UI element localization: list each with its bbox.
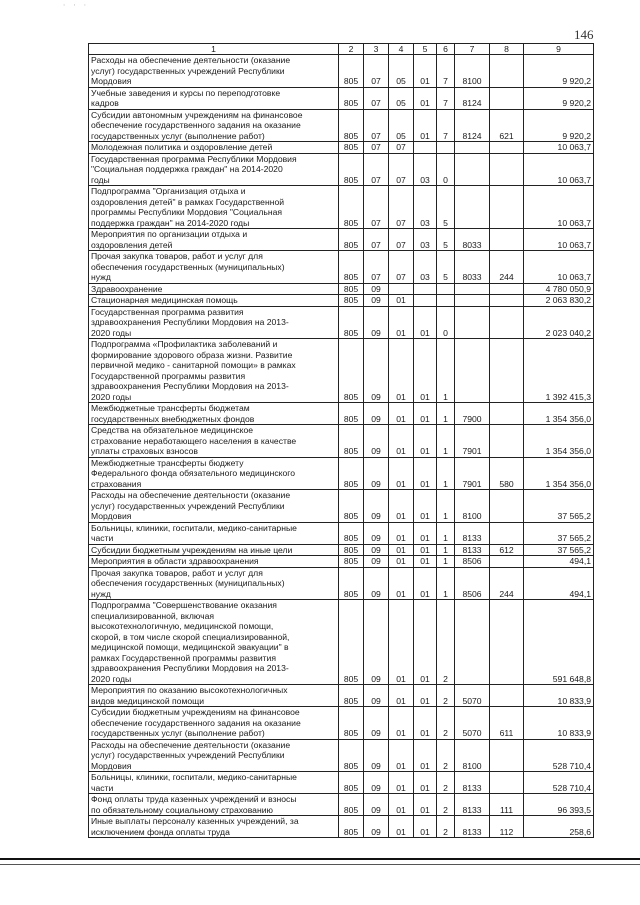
target-item-code-cell: 8133 bbox=[455, 772, 490, 794]
ministry-code-cell: 805 bbox=[339, 556, 364, 568]
subsection-code-cell: 07 bbox=[389, 229, 414, 251]
program-code-cell: 01 bbox=[414, 522, 437, 544]
section-code-cell: 07 bbox=[364, 251, 389, 284]
subprogram-code-cell: 1 bbox=[437, 567, 455, 600]
table-header-row bbox=[89, 44, 594, 55]
amount-cell: 1 354 356,0 bbox=[524, 425, 594, 458]
target-item-code-cell: 7900 bbox=[455, 403, 490, 425]
program-code-cell: 01 bbox=[414, 600, 437, 685]
table-row bbox=[89, 490, 594, 523]
table-row bbox=[89, 339, 594, 403]
section-code-cell: 07 bbox=[364, 142, 389, 154]
target-item-code-cell: 5070 bbox=[455, 685, 490, 707]
amount-cell: 10 063,7 bbox=[524, 229, 594, 251]
subprogram-code-cell: 7 bbox=[437, 87, 455, 109]
item-name-cell: Подпрограмма «Профилактика заболеваний и формирование здорового образа жизни. Развитие первичной медико - санитарной помощи» в рамках Государственной программы развития здравоохранения Республики Мордовия на 2013- 2020 годы bbox=[89, 339, 339, 403]
expense-type-code-cell bbox=[490, 295, 524, 307]
table-row bbox=[89, 109, 594, 142]
subsection-code-cell: 01 bbox=[389, 739, 414, 772]
subsection-code-cell: 01 bbox=[389, 772, 414, 794]
subprogram-code-cell: 2 bbox=[437, 816, 455, 838]
amount-cell: 2 023 040,2 bbox=[524, 306, 594, 339]
subprogram-code-cell: 1 bbox=[437, 490, 455, 523]
table-row bbox=[89, 153, 594, 186]
subsection-code-cell: 01 bbox=[389, 295, 414, 307]
section-code-cell: 09 bbox=[364, 295, 389, 307]
target-item-code-cell: 5070 bbox=[455, 707, 490, 740]
amount-cell: 494,1 bbox=[524, 567, 594, 600]
amount-cell: 10 063,7 bbox=[524, 251, 594, 284]
program-code-cell bbox=[414, 295, 437, 307]
target-item-code-cell: 8100 bbox=[455, 739, 490, 772]
amount-cell: 37 565,2 bbox=[524, 490, 594, 523]
program-code-cell: 01 bbox=[414, 109, 437, 142]
expense-type-code-cell bbox=[490, 685, 524, 707]
subsection-code-cell: 07 bbox=[389, 251, 414, 284]
section-code-cell: 07 bbox=[364, 55, 389, 88]
amount-cell: 9 920,2 bbox=[524, 109, 594, 142]
program-code-cell: 03 bbox=[414, 186, 437, 229]
program-code-cell: 01 bbox=[414, 556, 437, 568]
ministry-code-cell: 805 bbox=[339, 772, 364, 794]
expense-type-code-cell: 621 bbox=[490, 109, 524, 142]
table-row bbox=[89, 251, 594, 284]
item-name-cell: Фонд оплаты труда казенных учреждений и взносы по обязательному социальному страхованию bbox=[89, 794, 339, 816]
scan-mark: · · · bbox=[62, 2, 89, 10]
program-code-cell bbox=[414, 142, 437, 154]
expense-type-code-cell: 112 bbox=[490, 816, 524, 838]
subprogram-code-cell bbox=[437, 142, 455, 154]
table-row bbox=[89, 295, 594, 307]
amount-cell: 2 063 830,2 bbox=[524, 295, 594, 307]
ministry-code-cell: 805 bbox=[339, 403, 364, 425]
table-row bbox=[89, 425, 594, 458]
subprogram-code-cell: 7 bbox=[437, 55, 455, 88]
section-code-cell: 09 bbox=[364, 339, 389, 403]
section-code-cell: 09 bbox=[364, 556, 389, 568]
subprogram-code-cell: 5 bbox=[437, 186, 455, 229]
table-row bbox=[89, 794, 594, 816]
subprogram-code-cell: 1 bbox=[437, 556, 455, 568]
program-code-cell bbox=[414, 283, 437, 295]
subprogram-code-cell: 1 bbox=[437, 339, 455, 403]
ministry-code-cell: 805 bbox=[339, 295, 364, 307]
table-row bbox=[89, 522, 594, 544]
table-row bbox=[89, 457, 594, 490]
target-item-code-cell: 8124 bbox=[455, 87, 490, 109]
section-code-cell: 07 bbox=[364, 153, 389, 186]
section-code-cell: 07 bbox=[364, 87, 389, 109]
table-row bbox=[89, 772, 594, 794]
item-name-cell: Учебные заведения и курсы по переподготовке кадров bbox=[89, 87, 339, 109]
subsection-code-cell: 07 bbox=[389, 142, 414, 154]
amount-cell: 494,1 bbox=[524, 556, 594, 568]
item-name-cell: Субсидии бюджетным учреждениям на финансовое обеспечение государственного задания на оказание государственных услуг (выполнение работ) bbox=[89, 707, 339, 740]
program-code-cell: 01 bbox=[414, 490, 437, 523]
subsection-code-cell: 01 bbox=[389, 425, 414, 458]
subsection-code-cell: 05 bbox=[389, 109, 414, 142]
ministry-code-cell: 805 bbox=[339, 707, 364, 740]
target-item-code-cell: 8124 bbox=[455, 109, 490, 142]
expense-type-code-cell: 244 bbox=[490, 567, 524, 600]
program-code-cell: 01 bbox=[414, 425, 437, 458]
table-row bbox=[89, 739, 594, 772]
program-code-cell: 01 bbox=[414, 403, 437, 425]
budget-table bbox=[88, 43, 594, 838]
item-name-cell: Межбюджетные трансферты бюджетам государственных внебюджетных фондов bbox=[89, 403, 339, 425]
ministry-code-cell: 805 bbox=[339, 544, 364, 556]
program-code-cell: 03 bbox=[414, 229, 437, 251]
page-bottom-rule bbox=[0, 858, 640, 860]
table-row bbox=[89, 306, 594, 339]
header-cell: 4 bbox=[389, 44, 414, 55]
section-code-cell: 09 bbox=[364, 600, 389, 685]
subprogram-code-cell: 5 bbox=[437, 251, 455, 284]
subsection-code-cell: 01 bbox=[389, 600, 414, 685]
subprogram-code-cell: 1 bbox=[437, 403, 455, 425]
item-name-cell: Мероприятия в области здравоохранения bbox=[89, 556, 339, 568]
header-cell: 3 bbox=[364, 44, 389, 55]
subprogram-code-cell bbox=[437, 283, 455, 295]
item-name-cell: Расходы на обеспечение деятельности (оказание услуг) государственных учреждений Республики Мордовия bbox=[89, 55, 339, 88]
subsection-code-cell: 01 bbox=[389, 339, 414, 403]
expense-type-code-cell bbox=[490, 490, 524, 523]
expense-type-code-cell bbox=[490, 87, 524, 109]
section-code-cell: 09 bbox=[364, 544, 389, 556]
section-code-cell: 07 bbox=[364, 186, 389, 229]
section-code-cell: 09 bbox=[364, 685, 389, 707]
subsection-code-cell: 01 bbox=[389, 522, 414, 544]
ministry-code-cell: 805 bbox=[339, 251, 364, 284]
page-bottom-rule bbox=[0, 864, 640, 865]
subprogram-code-cell: 2 bbox=[437, 772, 455, 794]
ministry-code-cell: 805 bbox=[339, 339, 364, 403]
table-row bbox=[89, 229, 594, 251]
ministry-code-cell: 805 bbox=[339, 109, 364, 142]
item-name-cell: Средства на обязательное медицинское страхование неработающего населения в качестве уплаты страховых взносов bbox=[89, 425, 339, 458]
subsection-code-cell: 01 bbox=[389, 457, 414, 490]
ministry-code-cell: 805 bbox=[339, 55, 364, 88]
amount-cell: 528 710,4 bbox=[524, 739, 594, 772]
section-code-cell: 07 bbox=[364, 229, 389, 251]
header-cell: 5 bbox=[414, 44, 437, 55]
expense-type-code-cell bbox=[490, 403, 524, 425]
amount-cell: 1 354 356,0 bbox=[524, 403, 594, 425]
program-code-cell: 01 bbox=[414, 55, 437, 88]
target-item-code-cell bbox=[455, 283, 490, 295]
amount-cell: 10 063,7 bbox=[524, 153, 594, 186]
header-cell: 9 bbox=[524, 44, 594, 55]
item-name-cell: Субсидии бюджетным учреждениям на иные цели bbox=[89, 544, 339, 556]
subprogram-code-cell: 7 bbox=[437, 109, 455, 142]
section-code-cell: 07 bbox=[364, 109, 389, 142]
subsection-code-cell bbox=[389, 283, 414, 295]
ministry-code-cell: 805 bbox=[339, 685, 364, 707]
section-code-cell: 09 bbox=[364, 567, 389, 600]
target-item-code-cell: 8506 bbox=[455, 567, 490, 600]
amount-cell: 10 833,9 bbox=[524, 685, 594, 707]
subprogram-code-cell: 0 bbox=[437, 153, 455, 186]
target-item-code-cell: 8133 bbox=[455, 794, 490, 816]
subsection-code-cell: 01 bbox=[389, 685, 414, 707]
table-row bbox=[89, 283, 594, 295]
section-code-cell: 09 bbox=[364, 306, 389, 339]
ministry-code-cell: 805 bbox=[339, 425, 364, 458]
table-row bbox=[89, 567, 594, 600]
subsection-code-cell: 01 bbox=[389, 544, 414, 556]
expense-type-code-cell bbox=[490, 556, 524, 568]
target-item-code-cell: 8133 bbox=[455, 522, 490, 544]
target-item-code-cell: 8506 bbox=[455, 556, 490, 568]
amount-cell: 1 354 356,0 bbox=[524, 457, 594, 490]
header-cell: 6 bbox=[437, 44, 455, 55]
item-name-cell: Подпрограмма "Совершенствование оказания специализированной, включая высокотехнологичную, медицинской помощи, скорой, в том числе скорой специализированной, медицинской помощи, медицинской эвакуации" в рамках Государственной программы развития здравоохранения Республики Мордовия на 2013- 2020 годы bbox=[89, 600, 339, 685]
item-name-cell: Стационарная медицинская помощь bbox=[89, 295, 339, 307]
section-code-cell: 09 bbox=[364, 739, 389, 772]
target-item-code-cell: 8033 bbox=[455, 229, 490, 251]
item-name-cell: Прочая закупка товаров, работ и услуг для обеспечения государственных (муниципальных) нужд bbox=[89, 251, 339, 284]
table-row bbox=[89, 87, 594, 109]
section-code-cell: 09 bbox=[364, 283, 389, 295]
item-name-cell: Больницы, клиники, госпитали, медико-санитарные части bbox=[89, 772, 339, 794]
expense-type-code-cell bbox=[490, 229, 524, 251]
subprogram-code-cell: 2 bbox=[437, 600, 455, 685]
item-name-cell: Расходы на обеспечение деятельности (оказание услуг) государственных учреждений Республики Мордовия bbox=[89, 490, 339, 523]
item-name-cell: Расходы на обеспечение деятельности (оказание услуг) государственных учреждений Республики Мордовия bbox=[89, 739, 339, 772]
subprogram-code-cell: 2 bbox=[437, 794, 455, 816]
target-item-code-cell: 7901 bbox=[455, 425, 490, 458]
table-row bbox=[89, 544, 594, 556]
program-code-cell: 01 bbox=[414, 544, 437, 556]
program-code-cell: 01 bbox=[414, 87, 437, 109]
item-name-cell: Иные выплаты персоналу казенных учреждений, за исключением фонда оплаты труда bbox=[89, 816, 339, 838]
item-name-cell: Прочая закупка товаров, работ и услуг для обеспечения государственных (муниципальных) нужд bbox=[89, 567, 339, 600]
ministry-code-cell: 805 bbox=[339, 522, 364, 544]
section-code-cell: 09 bbox=[364, 816, 389, 838]
section-code-cell: 09 bbox=[364, 794, 389, 816]
amount-cell: 10 063,7 bbox=[524, 142, 594, 154]
subprogram-code-cell: 1 bbox=[437, 425, 455, 458]
item-name-cell: Молодежная политика и оздоровление детей bbox=[89, 142, 339, 154]
item-name-cell: Больницы, клиники, госпитали, медико-санитарные части bbox=[89, 522, 339, 544]
ministry-code-cell: 805 bbox=[339, 600, 364, 685]
expense-type-code-cell: 612 bbox=[490, 544, 524, 556]
ministry-code-cell: 805 bbox=[339, 794, 364, 816]
subprogram-code-cell: 1 bbox=[437, 457, 455, 490]
ministry-code-cell: 805 bbox=[339, 739, 364, 772]
section-code-cell: 09 bbox=[364, 403, 389, 425]
subsection-code-cell: 01 bbox=[389, 403, 414, 425]
header-cell: 7 bbox=[455, 44, 490, 55]
section-code-cell: 09 bbox=[364, 457, 389, 490]
expense-type-code-cell bbox=[490, 772, 524, 794]
subsection-code-cell: 05 bbox=[389, 55, 414, 88]
amount-cell: 37 565,2 bbox=[524, 544, 594, 556]
item-name-cell: Мероприятия по оказанию высокотехнологичных видов медицинской помощи bbox=[89, 685, 339, 707]
table-row bbox=[89, 142, 594, 154]
expense-type-code-cell: 611 bbox=[490, 707, 524, 740]
target-item-code-cell bbox=[455, 153, 490, 186]
target-item-code-cell: 8033 bbox=[455, 251, 490, 284]
page-number: 146 bbox=[574, 27, 594, 42]
program-code-cell: 01 bbox=[414, 772, 437, 794]
program-code-cell: 01 bbox=[414, 794, 437, 816]
expense-type-code-cell bbox=[490, 186, 524, 229]
table-row bbox=[89, 600, 594, 685]
target-item-code-cell bbox=[455, 306, 490, 339]
item-name-cell: Государственная программа развития здравоохранения Республики Мордовия на 2013- 2020 годы bbox=[89, 306, 339, 339]
expense-type-code-cell: 111 bbox=[490, 794, 524, 816]
subprogram-code-cell bbox=[437, 295, 455, 307]
target-item-code-cell: 8133 bbox=[455, 816, 490, 838]
table-row bbox=[89, 55, 594, 88]
ministry-code-cell: 805 bbox=[339, 229, 364, 251]
table-row bbox=[89, 816, 594, 838]
program-code-cell: 01 bbox=[414, 739, 437, 772]
subprogram-code-cell: 2 bbox=[437, 739, 455, 772]
program-code-cell: 01 bbox=[414, 685, 437, 707]
program-code-cell: 03 bbox=[414, 153, 437, 186]
section-code-cell: 09 bbox=[364, 772, 389, 794]
ministry-code-cell: 805 bbox=[339, 816, 364, 838]
subprogram-code-cell: 0 bbox=[437, 306, 455, 339]
expense-type-code-cell bbox=[490, 142, 524, 154]
subsection-code-cell: 01 bbox=[389, 794, 414, 816]
expense-type-code-cell bbox=[490, 153, 524, 186]
ministry-code-cell: 805 bbox=[339, 186, 364, 229]
table-row bbox=[89, 707, 594, 740]
expense-type-code-cell: 244 bbox=[490, 251, 524, 284]
target-item-code-cell: 8100 bbox=[455, 55, 490, 88]
ministry-code-cell: 805 bbox=[339, 490, 364, 523]
subprogram-code-cell: 2 bbox=[437, 685, 455, 707]
table-row bbox=[89, 685, 594, 707]
table-row bbox=[89, 403, 594, 425]
amount-cell: 9 920,2 bbox=[524, 87, 594, 109]
subsection-code-cell: 01 bbox=[389, 567, 414, 600]
ministry-code-cell: 805 bbox=[339, 142, 364, 154]
amount-cell: 1 392 415,3 bbox=[524, 339, 594, 403]
item-name-cell: Межбюджетные трансферты бюджету Федерального фонда обязательного медицинского страхования bbox=[89, 457, 339, 490]
program-code-cell: 01 bbox=[414, 707, 437, 740]
amount-cell: 10 833,9 bbox=[524, 707, 594, 740]
amount-cell: 96 393,5 bbox=[524, 794, 594, 816]
header-cell: 1 bbox=[89, 44, 339, 55]
expense-type-code-cell bbox=[490, 339, 524, 403]
item-name-cell: Субсидии автономным учреждениям на финансовое обеспечение государственного задания на оказание государственных услуг (выполнение работ) bbox=[89, 109, 339, 142]
subsection-code-cell: 01 bbox=[389, 306, 414, 339]
target-item-code-cell: 8133 bbox=[455, 544, 490, 556]
item-name-cell: Подпрограмма "Организация отдыха и оздоровления детей" в рамках Государственной программы Республики Мордовия "Социальная поддержка граждан" на 2014-2020 годы bbox=[89, 186, 339, 229]
target-item-code-cell bbox=[455, 600, 490, 685]
target-item-code-cell bbox=[455, 186, 490, 229]
subsection-code-cell: 01 bbox=[389, 556, 414, 568]
ministry-code-cell: 805 bbox=[339, 457, 364, 490]
amount-cell: 4 780 050,9 bbox=[524, 283, 594, 295]
item-name-cell: Государственная программа Республики Мордовия "Социальная поддержка граждан" на 2014-2020 годы bbox=[89, 153, 339, 186]
subprogram-code-cell: 1 bbox=[437, 544, 455, 556]
amount-cell: 258,6 bbox=[524, 816, 594, 838]
expense-type-code-cell: 580 bbox=[490, 457, 524, 490]
header-cell: 2 bbox=[339, 44, 364, 55]
ministry-code-cell: 805 bbox=[339, 153, 364, 186]
expense-type-code-cell bbox=[490, 283, 524, 295]
target-item-code-cell bbox=[455, 295, 490, 307]
section-code-cell: 09 bbox=[364, 522, 389, 544]
header-cell: 8 bbox=[490, 44, 524, 55]
expense-type-code-cell bbox=[490, 425, 524, 458]
section-code-cell: 09 bbox=[364, 707, 389, 740]
target-item-code-cell bbox=[455, 142, 490, 154]
ministry-code-cell: 805 bbox=[339, 87, 364, 109]
expense-type-code-cell bbox=[490, 306, 524, 339]
program-code-cell: 01 bbox=[414, 457, 437, 490]
amount-cell: 528 710,4 bbox=[524, 772, 594, 794]
subsection-code-cell: 07 bbox=[389, 186, 414, 229]
item-name-cell: Здравоохранение bbox=[89, 283, 339, 295]
program-code-cell: 03 bbox=[414, 251, 437, 284]
subprogram-code-cell: 5 bbox=[437, 229, 455, 251]
subsection-code-cell: 01 bbox=[389, 707, 414, 740]
ministry-code-cell: 805 bbox=[339, 306, 364, 339]
section-code-cell: 09 bbox=[364, 425, 389, 458]
ministry-code-cell: 805 bbox=[339, 567, 364, 600]
subsection-code-cell: 01 bbox=[389, 816, 414, 838]
table-row bbox=[89, 186, 594, 229]
target-item-code-cell bbox=[455, 339, 490, 403]
subsection-code-cell: 01 bbox=[389, 490, 414, 523]
subsection-code-cell: 05 bbox=[389, 87, 414, 109]
amount-cell: 9 920,2 bbox=[524, 55, 594, 88]
item-name-cell: Мероприятия по организации отдыха и оздоровления детей bbox=[89, 229, 339, 251]
expense-type-code-cell bbox=[490, 55, 524, 88]
expense-type-code-cell bbox=[490, 522, 524, 544]
target-item-code-cell: 7901 bbox=[455, 457, 490, 490]
section-code-cell: 09 bbox=[364, 490, 389, 523]
program-code-cell: 01 bbox=[414, 816, 437, 838]
table-row bbox=[89, 556, 594, 568]
ministry-code-cell: 805 bbox=[339, 283, 364, 295]
subsection-code-cell: 07 bbox=[389, 153, 414, 186]
expense-type-code-cell bbox=[490, 739, 524, 772]
subprogram-code-cell: 2 bbox=[437, 707, 455, 740]
amount-cell: 37 565,2 bbox=[524, 522, 594, 544]
program-code-cell: 01 bbox=[414, 567, 437, 600]
expense-type-code-cell bbox=[490, 600, 524, 685]
amount-cell: 591 648,8 bbox=[524, 600, 594, 685]
amount-cell: 10 063,7 bbox=[524, 186, 594, 229]
program-code-cell: 01 bbox=[414, 339, 437, 403]
target-item-code-cell: 8100 bbox=[455, 490, 490, 523]
program-code-cell: 01 bbox=[414, 306, 437, 339]
subprogram-code-cell: 1 bbox=[437, 522, 455, 544]
